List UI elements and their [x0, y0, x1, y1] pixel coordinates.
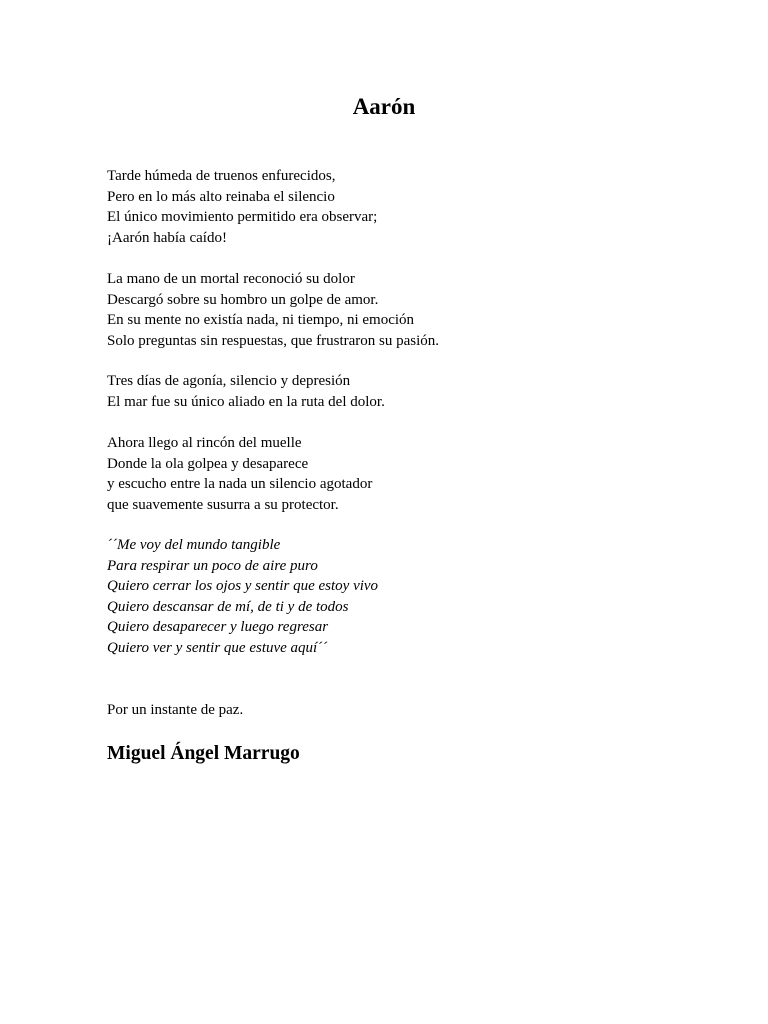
poem-line: La mano de un mortal reconoció su dolor — [107, 271, 355, 287]
poem-line: Para respirar un poco de aire puro — [107, 557, 318, 574]
poem-line: Quiero descansar de mí, de ti y de todos — [107, 598, 349, 615]
poem-line: ¡Aarón había caído! — [107, 229, 227, 246]
poem-line: El mar fue su único aliado en la ruta del dolor. — [107, 393, 385, 410]
stanza-5-quote — [107, 535, 378, 658]
closing-line: Por un instante de paz. — [107, 702, 244, 718]
poem-line: El único movimiento permitido era observar; — [107, 209, 378, 225]
poem-line: ´´Me voy del mundo tangible — [107, 537, 281, 553]
poem-line: Tres días de agonía, silencio y depresión — [107, 373, 351, 389]
poem-line: Pero en lo más alto reinaba el silencio — [107, 188, 335, 205]
stanza-1 — [107, 166, 377, 248]
poem-line: Tarde húmeda de truenos enfurecidos, — [107, 168, 336, 184]
poem-line: Donde la ola golpea y desaparece — [107, 455, 309, 472]
poem-line: Quiero cerrar los ojos y sentir que estoy vivo — [107, 578, 379, 594]
poem-title: Aarón — [352, 94, 416, 119]
poem-line: Descargó sobre su hombro un golpe de amor. — [107, 291, 379, 308]
author-name: Miguel Ángel Marrugo — [107, 743, 300, 764]
poem-line: Quiero ver y sentir que estuve aquí´´ — [107, 639, 328, 656]
stanza-3 — [107, 371, 385, 412]
poem-line: y escucho entre la nada un silencio agotador — [107, 476, 373, 492]
poem-line: Solo preguntas sin respuestas, que frustraron su pasión. — [107, 332, 440, 349]
stanza-4 — [107, 433, 372, 515]
poem-line: En su mente no existía nada, ni tiempo, ni emoción — [107, 312, 415, 328]
stanza-2 — [107, 269, 439, 351]
poem-line: Ahora llego al rincón del muelle — [107, 435, 302, 451]
poem-line: Quiero desaparecer y luego regresar — [107, 619, 329, 635]
poem-line: que suavemente susurra a su protector. — [107, 496, 339, 513]
